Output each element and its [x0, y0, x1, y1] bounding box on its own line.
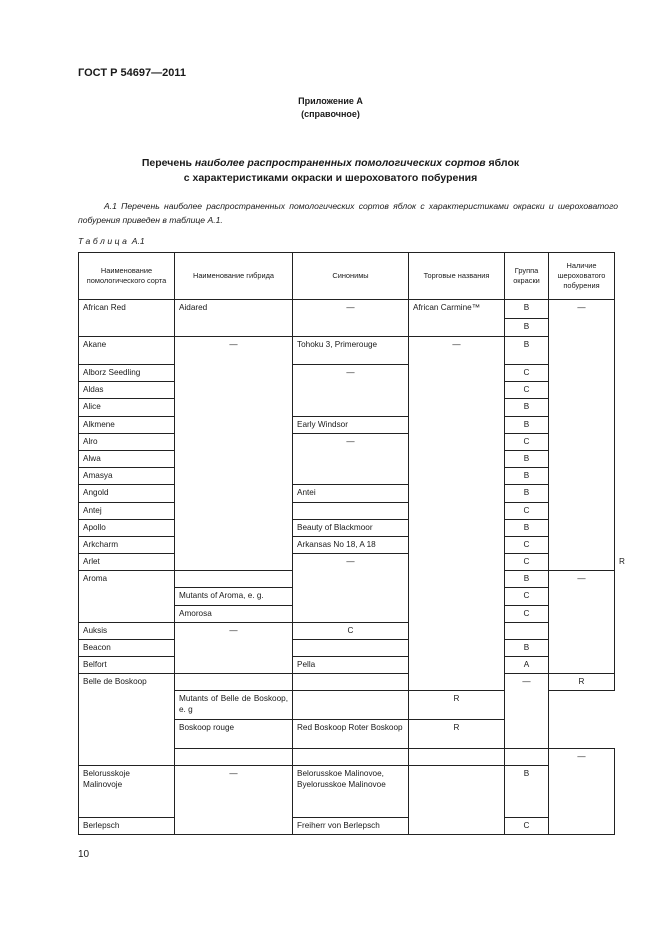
header-color-group: Группа окраски	[505, 253, 549, 300]
cell-russeting-dash: —	[549, 300, 615, 571]
cell-group: B	[505, 766, 549, 818]
cell-synonym: Arkansas No 18, A 18	[293, 536, 409, 553]
cell-group: B	[505, 639, 549, 656]
cell-hybrid: Mutants of Aroma, e. g.	[175, 588, 293, 605]
cell-group: B	[505, 300, 549, 318]
cell-synonym: Early Windsor	[293, 416, 409, 433]
cell-hybrid-dash: —	[175, 622, 293, 674]
cell-synonym: Red Boskoop Roter Boskoop	[293, 719, 409, 748]
cell-trade-name: African Carmine™	[409, 300, 505, 336]
table-row	[79, 300, 615, 318]
table-header-row	[79, 253, 615, 300]
cell-synonym: Freiherr von Berlepsch	[293, 817, 409, 834]
table-row	[79, 433, 615, 450]
table-row	[79, 336, 615, 364]
cell-variety: Auksis	[79, 622, 175, 639]
cell-variety: Berlepsch	[79, 817, 175, 834]
cell-variety: Belle de Boskoop	[79, 674, 175, 766]
cell-variety: Alborz Seedling	[79, 365, 175, 382]
cell-group: B	[505, 318, 549, 336]
cell-synonym-dash: —	[293, 365, 409, 417]
cell-group: B	[505, 451, 549, 468]
cell-group: B	[505, 336, 549, 364]
header-synonyms: Синонимы	[293, 253, 409, 300]
cell-variety: Amasya	[79, 468, 175, 485]
cell-group: C	[293, 622, 409, 639]
table-row	[79, 502, 615, 519]
table-row	[79, 519, 615, 536]
cell-variety: Alice	[79, 399, 175, 416]
cell-group: B	[505, 485, 549, 502]
cell-variety: Alro	[79, 433, 175, 450]
table-row	[79, 365, 615, 382]
cell-variety: Aldas	[79, 382, 175, 399]
section-heading	[0, 156, 661, 186]
cell-group: B	[505, 571, 549, 588]
header-trade-names: Торговые названия	[409, 253, 505, 300]
cell-synonym: Tohoku 3, Primerouge	[293, 336, 409, 364]
cell-synonym-empty	[293, 502, 409, 519]
cell-hybrid: Boskoop rouge	[175, 719, 293, 748]
cell-russeting: R	[549, 674, 615, 691]
cell-variety: Beacon	[79, 639, 175, 656]
cell-group: C	[505, 365, 549, 382]
cell-group: A	[505, 657, 549, 674]
cell-synonym-dash: —	[293, 554, 409, 623]
cell-hybrid-empty	[175, 748, 293, 765]
page-number: 10	[78, 849, 90, 860]
heading-part-1: Перечень	[141, 157, 195, 169]
cell-synonym-dash: —	[293, 300, 409, 336]
caption-prefix: Таблица	[78, 236, 130, 246]
heading-part-2: наиболее распространенных помологических сортов	[194, 157, 486, 169]
caption-label: А.1	[131, 236, 145, 246]
table-row	[79, 485, 615, 502]
cell-hybrid-empty	[175, 674, 293, 691]
appendix-title: Приложение А	[298, 96, 363, 106]
cell-group-dash: —	[505, 674, 549, 749]
cell-group: C	[505, 605, 549, 622]
heading-line-2: с характеристиками окраски и шероховатого побурения	[183, 172, 478, 184]
cell-group: C	[505, 588, 549, 605]
table-row	[79, 416, 615, 433]
cell-hybrid-empty	[175, 571, 293, 588]
cell-variety: Belfort	[79, 657, 175, 674]
cell-group: B	[505, 399, 549, 416]
cell-variety: Antej	[79, 502, 175, 519]
cell-variety: African Red	[79, 300, 175, 336]
heading-part-3: яблок	[485, 157, 520, 169]
cell-trade-dash: —	[409, 336, 505, 691]
cell-synonym-empty	[293, 691, 409, 719]
cell-hybrid: Mutants of Belle de Boskoop, e. g	[175, 691, 293, 719]
table-row: Arlet — C R	[79, 554, 615, 571]
cell-variety: Alwa	[79, 451, 175, 468]
header-variety: Наименование помологического сорта	[79, 253, 175, 300]
cell-variety: Akane	[79, 336, 175, 364]
appendix-note: (справочное)	[301, 109, 360, 119]
header-russeting: Наличие шероховатого побурения	[549, 253, 615, 300]
cell-group: B	[505, 468, 549, 485]
cell-synonym-empty	[293, 674, 409, 691]
cell-variety: Apollo	[79, 519, 175, 536]
table-row	[79, 622, 615, 639]
cell-synonym: Pella	[293, 657, 409, 674]
cell-variety: Arlet	[79, 554, 175, 571]
cell-variety: Alkmene	[79, 416, 175, 433]
cell-trade-empty	[409, 748, 505, 765]
cell-hybrid: Aidared	[175, 300, 293, 336]
document-id: ГОСТ Р 54697—2011	[78, 67, 186, 79]
cell-hybrid: Amorosa	[175, 605, 293, 622]
table-row	[79, 766, 615, 818]
cell-group: C	[505, 554, 549, 571]
table-row	[79, 536, 615, 553]
header-hybrid: Наименование гибрида	[175, 253, 293, 300]
cell-variety: Arkcharm	[79, 536, 175, 553]
cell-hybrid-dash: —	[175, 766, 293, 835]
cell-russeting-dash: —	[549, 571, 615, 674]
cell-group-empty	[505, 748, 549, 765]
cell-variety: Angold	[79, 485, 175, 502]
cell-synonym-empty	[293, 748, 409, 765]
cell-russeting: R	[409, 691, 505, 719]
intro-paragraph: А.1 Перечень наиболее распространенных помологических сортов яблок с характеристиками окраски и шероховатого побурения приведен в таблице А.1.	[78, 201, 618, 225]
table-row	[79, 674, 615, 691]
cell-group: B	[505, 519, 549, 536]
appendix-block	[0, 95, 661, 121]
cell-russeting-dash: —	[549, 748, 615, 834]
cell-group: C	[505, 817, 549, 834]
cell-group: B	[505, 416, 549, 433]
table-row	[79, 817, 615, 834]
cell-group: C	[505, 433, 549, 450]
cell-variety: Aroma	[79, 571, 175, 623]
cell-synonym-dash: —	[293, 433, 409, 485]
heading-line-1	[0, 156, 661, 171]
cell-synonym: Antei	[293, 485, 409, 502]
table-row	[79, 639, 615, 656]
cell-synonym: Beauty of Blackmoor	[293, 519, 409, 536]
table-row	[79, 657, 615, 674]
varieties-table	[78, 252, 625, 835]
cell-group: C	[505, 382, 549, 399]
cell-group: C	[505, 502, 549, 519]
cell-russeting: R	[409, 719, 505, 748]
cell-variety: Belorusskoje Malinovoje	[79, 766, 175, 818]
cell-trade-empty	[409, 766, 505, 835]
table-caption	[78, 236, 145, 246]
cell-group: C	[505, 536, 549, 553]
cell-synonym: Belorusskoe Malinovoe, Byelorusskoe Malinovoe	[293, 766, 409, 818]
cell-hybrid-dash: —	[175, 336, 293, 570]
cell-synonym-empty	[293, 639, 409, 656]
